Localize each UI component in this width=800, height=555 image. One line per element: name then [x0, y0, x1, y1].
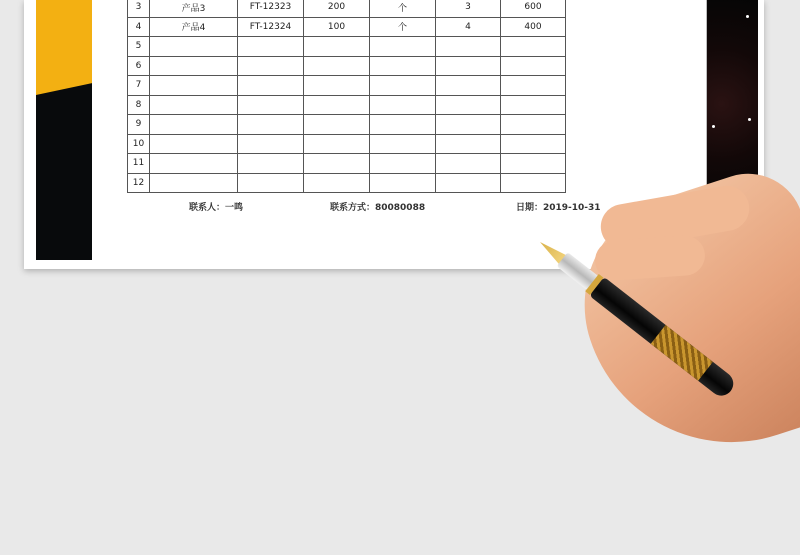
- cell-qty: [436, 115, 501, 135]
- cell-no: 12: [128, 173, 150, 193]
- cell-qty: [436, 95, 501, 115]
- cell-name: [150, 76, 238, 96]
- cell-price: [304, 56, 370, 76]
- decorative-artwork-left: [36, 0, 92, 260]
- cell-code: [238, 56, 304, 76]
- table-row: [128, 115, 566, 135]
- cell-price: [304, 95, 370, 115]
- cell-name: [150, 37, 238, 57]
- finger-image: [594, 234, 707, 282]
- table-row: [128, 37, 566, 57]
- cell-no: 3: [128, 0, 150, 17]
- cell-code: [238, 134, 304, 154]
- cell-code: [238, 154, 304, 174]
- cell-qty: [436, 134, 501, 154]
- star-icon: [748, 118, 751, 121]
- cell-name: [150, 154, 238, 174]
- cell-price: [304, 76, 370, 96]
- cell-qty: [436, 56, 501, 76]
- table-row: [128, 17, 566, 37]
- cell-name: [150, 115, 238, 135]
- cell-name: [150, 134, 238, 154]
- cell-no: 10: [128, 134, 150, 154]
- cell-no: 11: [128, 154, 150, 174]
- star-icon: [746, 15, 749, 18]
- cell-price: [304, 134, 370, 154]
- cell-price: [304, 37, 370, 57]
- cell-name: [150, 56, 238, 76]
- cell-price: 100: [304, 17, 370, 37]
- cell-no: 7: [128, 76, 150, 96]
- cell-price: [304, 154, 370, 174]
- contact-phone: 联系方式：80080088: [330, 203, 426, 213]
- cell-amount: [501, 134, 566, 154]
- table-row: [128, 154, 566, 174]
- cell-no: 9: [128, 115, 150, 135]
- cell-amount: 400: [501, 17, 566, 37]
- cell-code: [238, 76, 304, 96]
- cell-no: 4: [128, 17, 150, 37]
- table-row: [128, 0, 566, 17]
- cell-qty: [436, 76, 501, 96]
- cell-amount: [501, 56, 566, 76]
- table-row: [128, 95, 566, 115]
- table-row: [128, 134, 566, 154]
- cell-no: 5: [128, 37, 150, 57]
- order-table: [127, 0, 566, 193]
- cell-unit: [370, 76, 436, 96]
- cell-name: 产品4: [150, 17, 238, 37]
- cell-code: [238, 115, 304, 135]
- cell-unit: 个: [370, 17, 436, 37]
- cell-no: 6: [128, 56, 150, 76]
- cell-code: FT-12323: [238, 0, 304, 17]
- cell-price: 200: [304, 0, 370, 17]
- cell-no: 8: [128, 95, 150, 115]
- cell-amount: [501, 76, 566, 96]
- cell-name: [150, 173, 238, 193]
- cell-qty: [436, 173, 501, 193]
- cell-unit: [370, 56, 436, 76]
- cell-price: [304, 115, 370, 135]
- cell-unit: [370, 115, 436, 135]
- cell-amount: [501, 173, 566, 193]
- cell-code: FT-12324: [238, 17, 304, 37]
- cell-qty: 3: [436, 0, 501, 17]
- cell-unit: 个: [370, 0, 436, 17]
- cell-amount: [501, 115, 566, 135]
- cell-unit: [370, 95, 436, 115]
- cell-amount: [501, 154, 566, 174]
- cell-unit: [370, 154, 436, 174]
- form-date: 日期：2019-10-31: [516, 203, 601, 213]
- cell-price: [304, 173, 370, 193]
- table-row: [128, 76, 566, 96]
- table-row: [128, 173, 566, 193]
- cell-qty: 4: [436, 17, 501, 37]
- cell-unit: [370, 37, 436, 57]
- cell-unit: [370, 173, 436, 193]
- cell-name: [150, 95, 238, 115]
- cell-qty: [436, 154, 501, 174]
- cell-qty: [436, 37, 501, 57]
- cell-code: [238, 37, 304, 57]
- space-background: [36, 83, 92, 260]
- cell-unit: [370, 134, 436, 154]
- cell-name: 产品3: [150, 0, 238, 17]
- contact-person: 联系人：一鸣: [189, 203, 244, 213]
- table-row: [128, 56, 566, 76]
- cell-amount: 600: [501, 0, 566, 17]
- cell-amount: [501, 37, 566, 57]
- star-icon: [712, 125, 715, 128]
- cell-amount: [501, 95, 566, 115]
- cell-code: [238, 95, 304, 115]
- cell-code: [238, 173, 304, 193]
